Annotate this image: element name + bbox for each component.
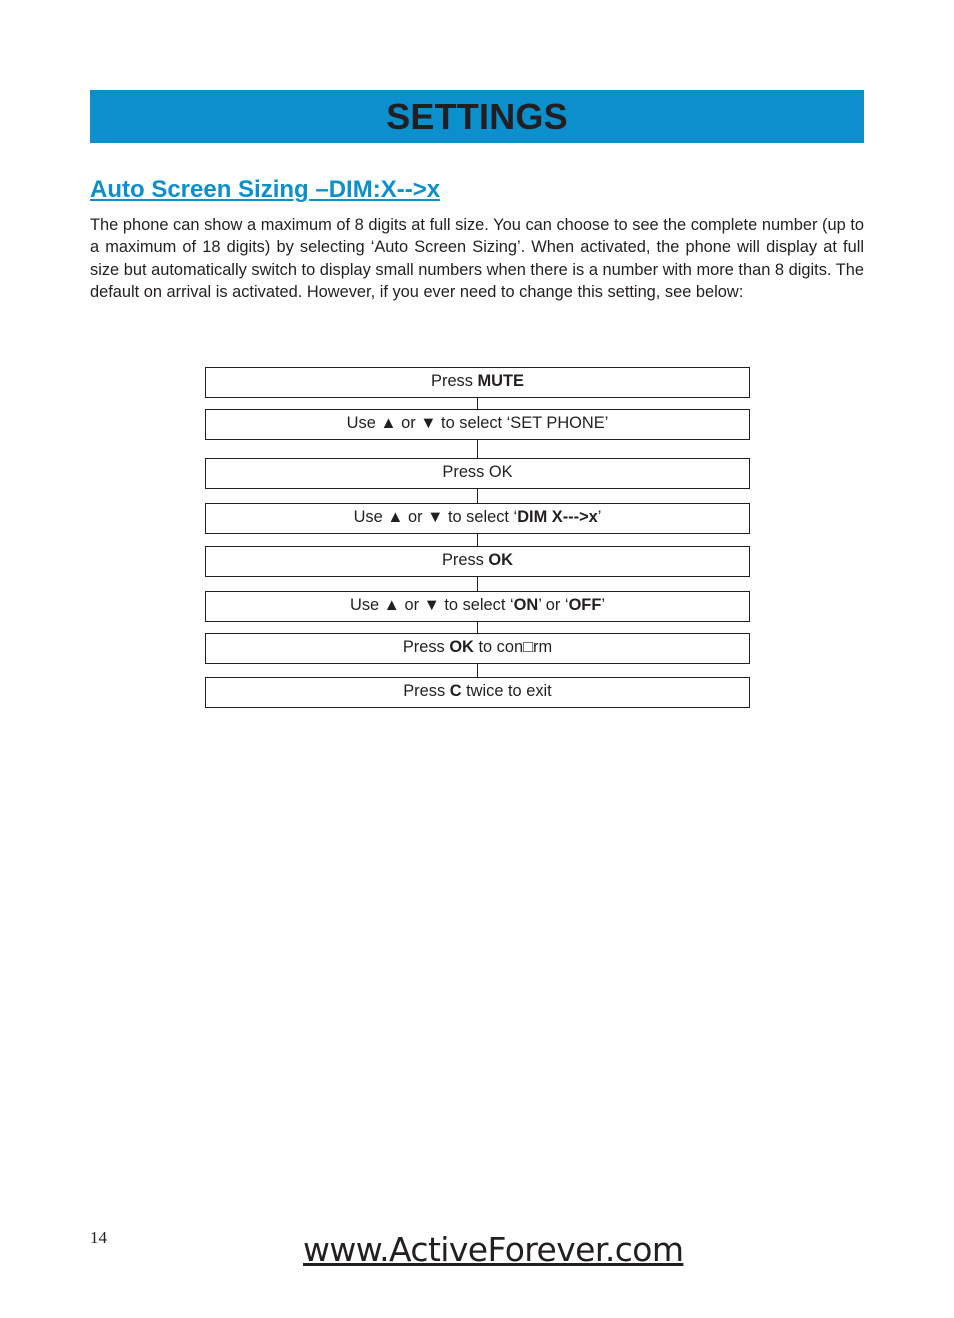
- step-2: Use ▲ or ▼ to select ‘SET PHONE’: [205, 409, 750, 440]
- step-3: Press OK: [205, 458, 750, 489]
- connector-line: [477, 489, 478, 503]
- page-title: SETTINGS: [386, 95, 568, 137]
- section-title: Auto Screen Sizing –DIM:X-->x: [90, 176, 441, 203]
- step-7: Press OK to con□rm: [205, 633, 750, 664]
- section-paragraph: The phone can show a maximum of 8 digits at full size. You can choose to see the complete number (up to a maximum of 18 digits) by selecting ‘Auto Screen Sizing’. When activated, the phone will display at full size but automatically switch to display small numbers when there is a number with more than 8 digits. The default on arrival is activated. However, if you ever need to change this setting, see below:: [90, 216, 864, 302]
- settings-banner: [90, 90, 864, 143]
- step-6: Use ▲ or ▼ to select ‘ON’ or ‘OFF’: [205, 591, 750, 622]
- connector-line: [477, 534, 478, 546]
- step-5: Press OK: [205, 546, 750, 577]
- connector-line: [477, 397, 478, 409]
- page-number: 14: [90, 1228, 107, 1247]
- connector-line: [477, 664, 478, 677]
- connector-line: [477, 621, 478, 633]
- step-1: Press MUTE: [205, 367, 750, 398]
- step-8: Press C twice to exit: [205, 677, 750, 708]
- website-link[interactable]: www.ActiveForever.com: [303, 1230, 684, 1269]
- connector-line: [477, 440, 478, 458]
- connector-line: [477, 577, 478, 591]
- step-4: Use ▲ or ▼ to select ‘DIM X--->x’: [205, 503, 750, 534]
